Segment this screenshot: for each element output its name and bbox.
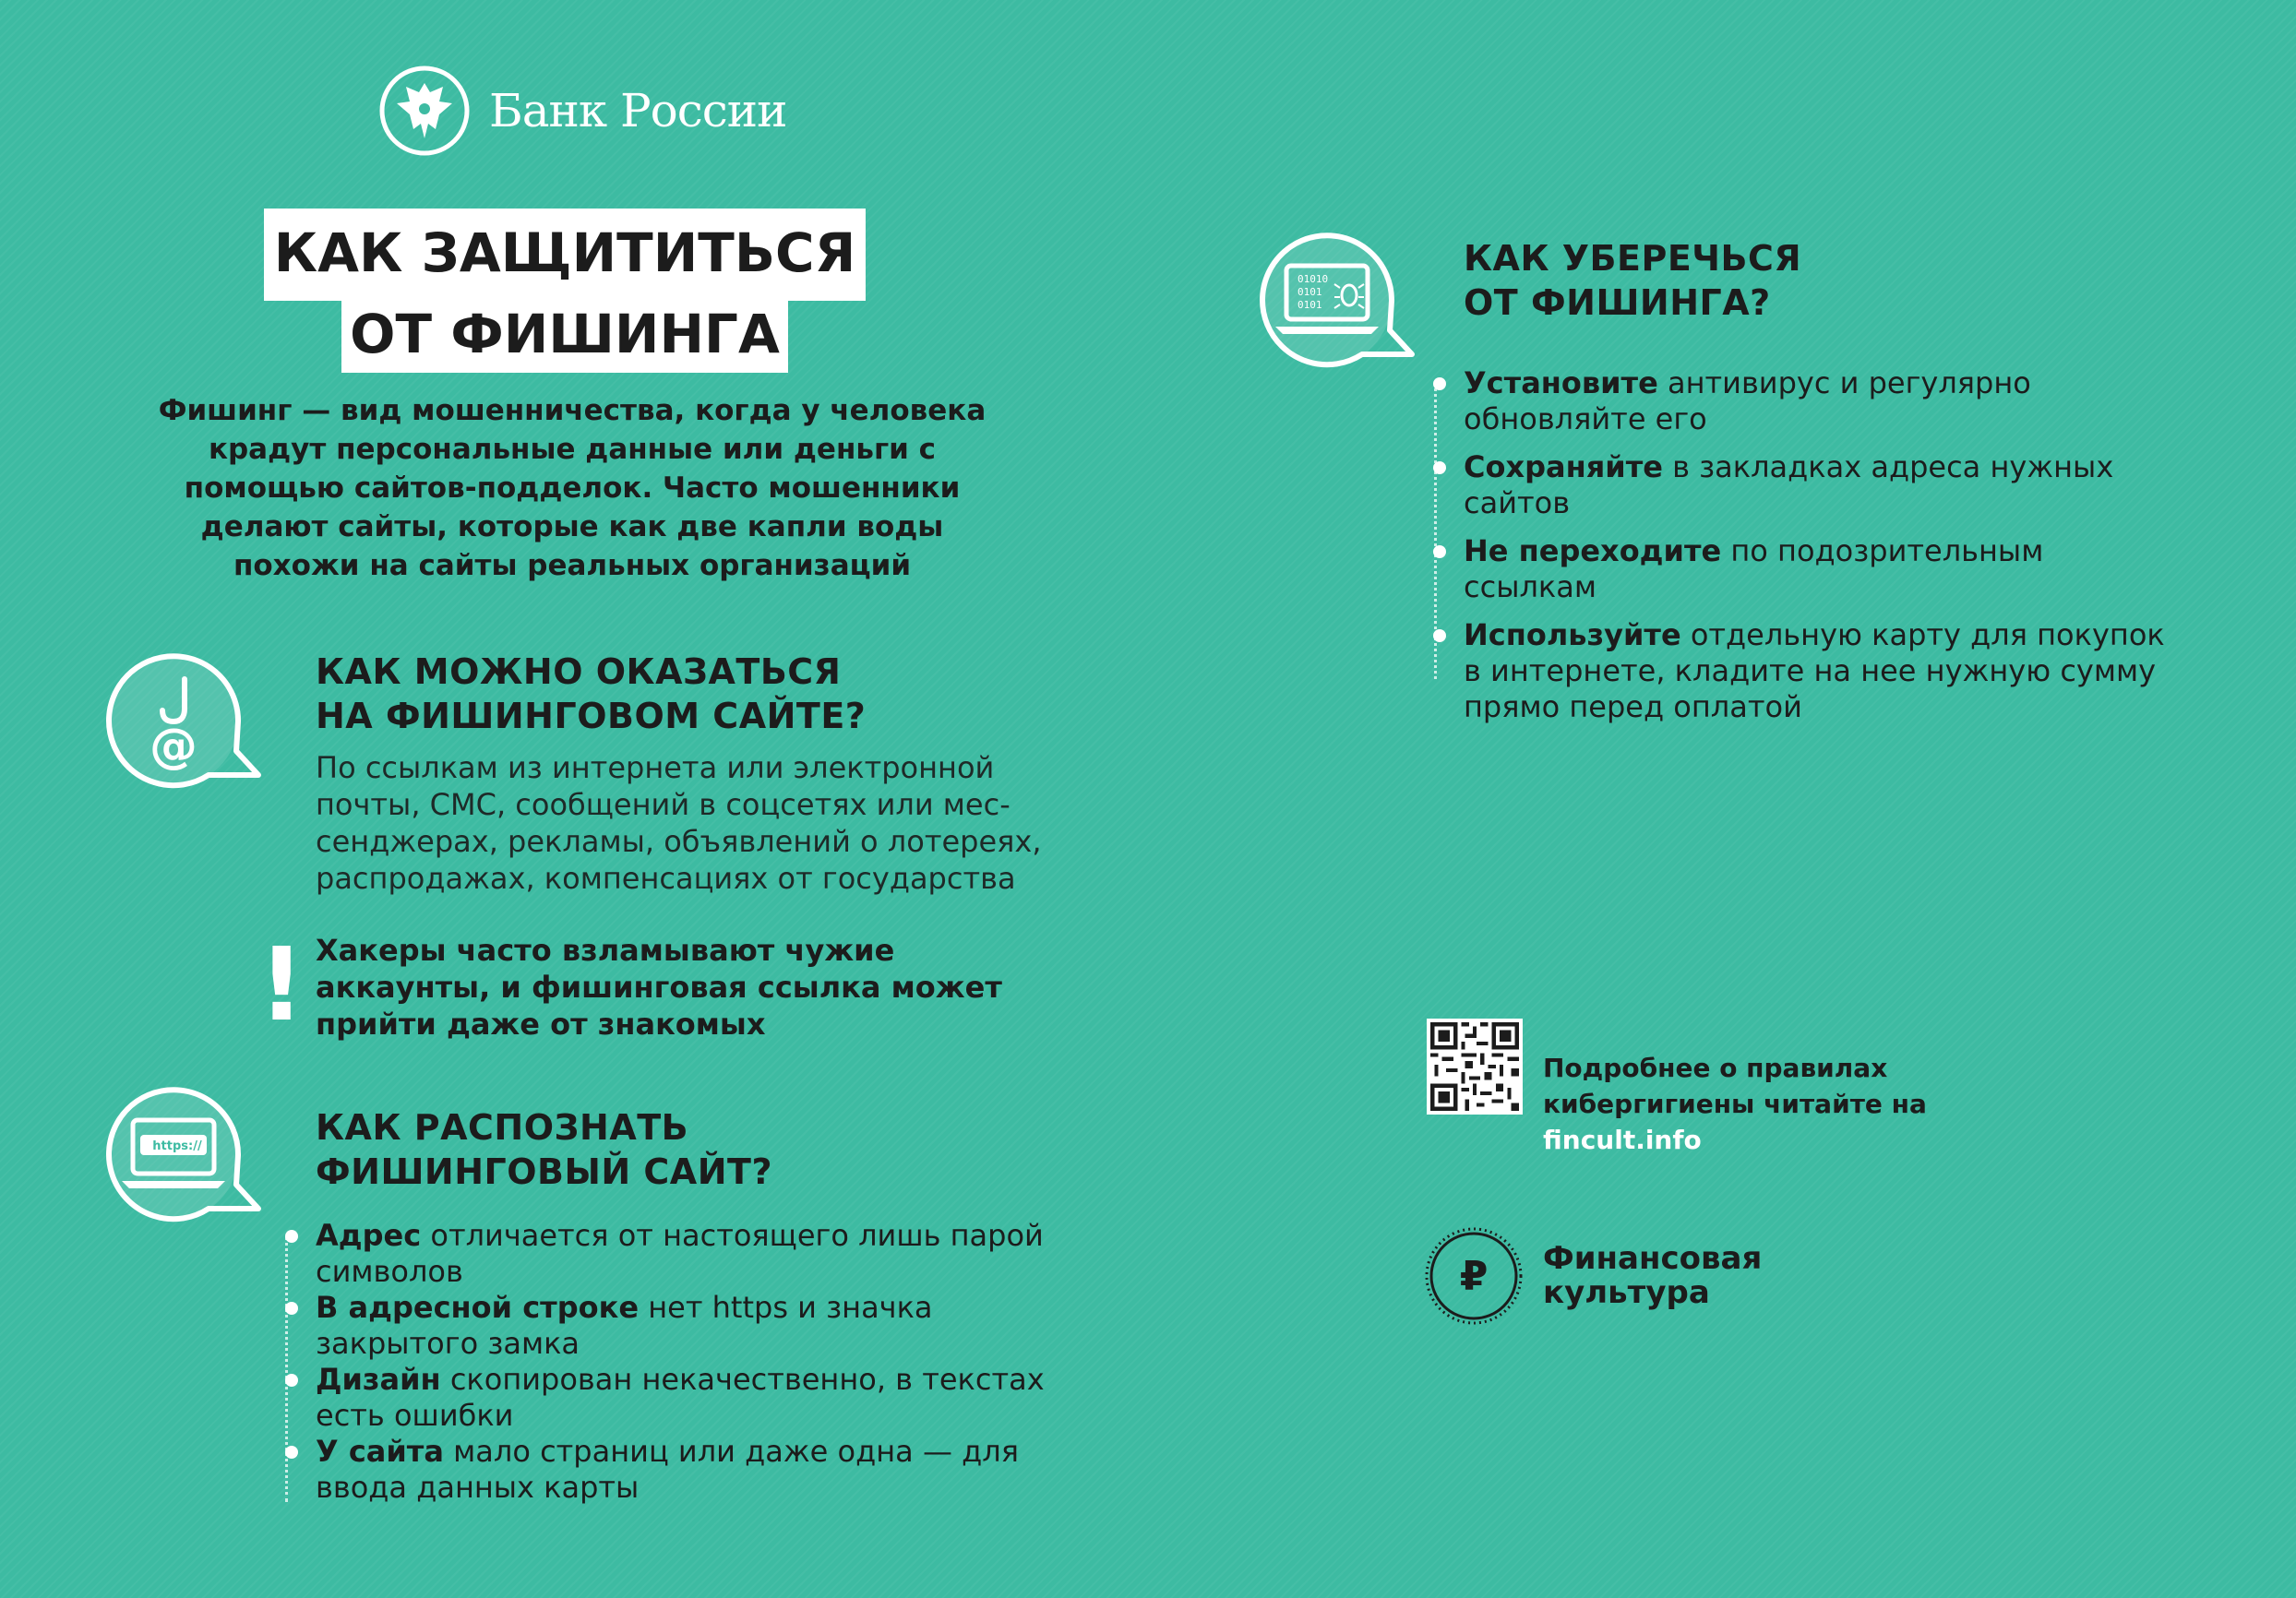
list-item xyxy=(1464,533,2183,605)
fincult-line1: Финансовая xyxy=(1543,1240,1763,1277)
item-text: нет https и значка закрытого замка xyxy=(316,1290,933,1361)
ruble-icon xyxy=(1423,1225,1525,1327)
item-text: в закладках адреса нужных сайтов xyxy=(1464,449,2114,520)
heading-line: ФИШИНГОВЫЙ САЙТ? xyxy=(316,1151,772,1192)
bank-logo xyxy=(378,63,786,159)
svg-text:@: @ xyxy=(149,719,197,774)
recognize-list xyxy=(316,1218,1054,1506)
fincult-link[interactable]: fincult.info xyxy=(1543,1125,1702,1155)
heading-line: КАК УБЕРЕЧЬСЯ xyxy=(1464,238,1802,279)
qr-caption-line2 xyxy=(1543,1086,2060,1158)
section-recognize-heading xyxy=(316,1105,962,1194)
item-bold: Адрес xyxy=(316,1218,422,1253)
item-text: мало страниц или даже одна — для ввода данных карты xyxy=(316,1434,1019,1505)
heading-line: НА ФИШИНГОВОМ САЙТЕ? xyxy=(316,696,867,736)
page-title-line1: КАК ЗАЩИТИТЬСЯ xyxy=(264,209,866,301)
item-text: антивирус и регулярно обновляйте его xyxy=(1464,365,2031,436)
section-how-get-text: По ссылкам из интернета или электронной почты, СМС, сообщений в соцсетях или мес-сенджерах, рекламы, объявлений о лотереях, распродажах, компенсациях от государства xyxy=(316,750,1042,896)
protect-list xyxy=(1464,365,2183,725)
item-bold: Не переходите xyxy=(1464,533,1722,568)
https-label: https:// xyxy=(152,1139,202,1153)
intro-text: Фишинг — вид мошенничества, когда у человека крадут персональные данные или деньги с помощью сайтов-подделок. Часто мошенники делают сайты, которые как две капли воды похожи на сайты реальных организаций xyxy=(158,394,987,582)
laptop-bug-icon xyxy=(1253,227,1419,378)
list-item xyxy=(316,1362,1054,1434)
warning-text: Хакеры часто взламывают чужие аккаунты, и фишинговая ссылка может прийти даже от знакомых xyxy=(316,933,1002,1042)
brand-name: Банк России xyxy=(489,84,787,137)
item-text: отличается от настоящего лишь парой символов xyxy=(316,1218,1044,1289)
list-item xyxy=(1464,617,2183,725)
qr-caption-text: кибергигиены читайте на xyxy=(1543,1089,1927,1119)
heading-line: КАК МОЖНО ОКАЗАТЬСЯ xyxy=(316,651,842,692)
fincult-logo xyxy=(1423,1225,1762,1327)
item-text: по подозрительным ссылкам xyxy=(1464,533,2044,604)
list-item xyxy=(316,1290,1054,1362)
fincult-name xyxy=(1543,1242,1762,1310)
section-protect-heading xyxy=(1464,236,2110,325)
list-item xyxy=(1464,365,2183,437)
item-bold: У сайта xyxy=(316,1434,444,1469)
list-item xyxy=(316,1218,1054,1290)
item-bold: Сохраняйте xyxy=(1464,449,1663,484)
bullet-dotted-line xyxy=(285,1236,288,1502)
qr-code[interactable] xyxy=(1427,1019,1523,1118)
list-item xyxy=(316,1434,1054,1506)
item-bold: Установите xyxy=(1464,365,1658,400)
list-item xyxy=(1464,449,2183,521)
section-how-get-heading xyxy=(316,650,962,738)
qr-code-icon xyxy=(1427,1019,1523,1115)
qr-caption xyxy=(1543,1050,2060,1158)
item-bold: Используйте xyxy=(1464,617,1681,652)
ruble-symbol: ₽ xyxy=(1459,1253,1489,1300)
item-text: скопирован некачественно, в текстах есть ошибки xyxy=(316,1362,1045,1433)
qr-caption-line1: Подробнее о правилах xyxy=(1543,1053,1888,1083)
item-bold: В адресной строке xyxy=(316,1290,640,1325)
laptop-https-icon xyxy=(100,1081,266,1233)
eagle-emblem-icon xyxy=(378,65,471,157)
fincult-line2: культура xyxy=(1543,1274,1710,1311)
item-bold: Дизайн xyxy=(316,1362,441,1397)
warning-mark: ! xyxy=(258,925,305,1043)
page-title-line2: ОТ ФИШИНГА xyxy=(341,295,788,373)
warning-icon xyxy=(258,925,305,1043)
svg-text:0101: 0101 xyxy=(1297,299,1322,311)
heading-line: КАК РАСПОЗНАТЬ xyxy=(316,1107,689,1148)
item-text: отдельную карту для покупок в интернете, кладите на нее нужную сумму прямо перед оплатой xyxy=(1464,617,2165,724)
at-hook-icon xyxy=(100,648,266,799)
svg-text:01010: 01010 xyxy=(1297,273,1329,285)
svg-text:0101: 0101 xyxy=(1297,286,1322,298)
heading-line: ОТ ФИШИНГА? xyxy=(1464,282,1771,323)
